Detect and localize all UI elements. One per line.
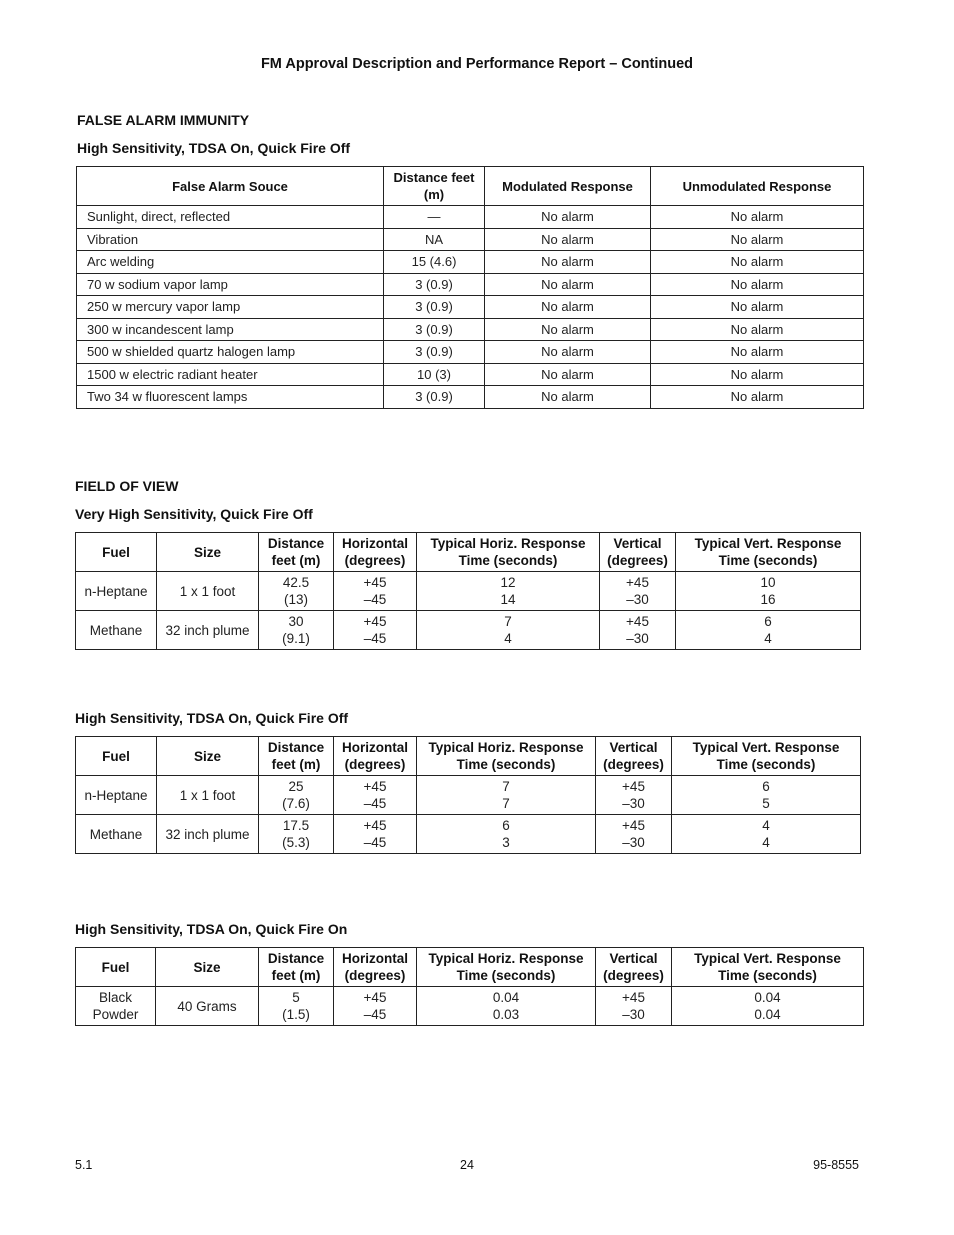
table-cell-source: 250 w mercury vapor lamp bbox=[77, 296, 384, 319]
column-header-line: (degrees) bbox=[344, 968, 406, 983]
cell-line: n-Heptane bbox=[84, 787, 148, 803]
column-header bbox=[596, 737, 672, 776]
table-cell-source: Vibration bbox=[77, 228, 384, 251]
cell-line: 0.04 bbox=[754, 1007, 781, 1022]
column-header: False Alarm Souce bbox=[77, 167, 384, 206]
cell-line: +45 bbox=[622, 779, 645, 794]
table-cell-modulated: No alarm bbox=[485, 228, 651, 251]
table-cell bbox=[417, 776, 596, 815]
document-number: 95-8555 bbox=[813, 1158, 859, 1172]
table-cell-unmodulated: No alarm bbox=[651, 296, 864, 319]
table-row bbox=[76, 572, 861, 611]
cell-line: (1.5) bbox=[282, 1007, 310, 1022]
cell-line: +45 bbox=[622, 818, 645, 833]
table-cell bbox=[334, 572, 417, 611]
cell-line: 6 bbox=[502, 818, 510, 833]
cell-line: 42.5 bbox=[282, 575, 310, 590]
cell-line: 1 x 1 foot bbox=[179, 787, 236, 803]
column-header-line: Time (seconds) bbox=[716, 757, 816, 772]
table-cell-modulated: No alarm bbox=[485, 363, 651, 386]
column-header-line: (degrees) bbox=[603, 968, 664, 983]
table-cell-modulated: No alarm bbox=[485, 251, 651, 274]
table-cell-source: 1500 w electric radiant heater bbox=[77, 363, 384, 386]
column-header bbox=[157, 533, 259, 572]
table-cell-unmodulated: No alarm bbox=[651, 341, 864, 364]
false-alarm-heading: FALSE ALARM IMMUNITY bbox=[77, 112, 250, 128]
table-cell-source: 70 w sodium vapor lamp bbox=[77, 273, 384, 296]
column-header bbox=[334, 533, 417, 572]
column-header bbox=[157, 737, 259, 776]
column-header-line: Horizontal bbox=[342, 951, 408, 966]
table-cell bbox=[596, 776, 672, 815]
cell-line: 4 bbox=[504, 631, 512, 646]
column-header bbox=[417, 737, 596, 776]
table-cell bbox=[259, 611, 334, 650]
cell-line: Methane bbox=[89, 622, 143, 638]
cell-line: 4 bbox=[762, 818, 770, 833]
table-cell bbox=[334, 611, 417, 650]
column-header-line: Time (seconds) bbox=[718, 553, 818, 568]
column-header bbox=[76, 948, 156, 987]
table-cell bbox=[596, 987, 672, 1026]
table-cell-distance: 3 (0.9) bbox=[384, 296, 485, 319]
table-cell-unmodulated: No alarm bbox=[651, 206, 864, 229]
table-cell-unmodulated: No alarm bbox=[651, 386, 864, 409]
table-cell bbox=[157, 611, 259, 650]
false-alarm-subheading: High Sensitivity, TDSA On, Quick Fire Off bbox=[77, 140, 351, 156]
column-header-line: Fuel bbox=[102, 748, 130, 764]
fov-table bbox=[75, 532, 861, 650]
table-row bbox=[77, 251, 864, 274]
column-header-line: Fuel bbox=[101, 959, 130, 975]
table-cell-distance: — bbox=[384, 206, 485, 229]
column-header-line: Typical Horiz. Response bbox=[428, 740, 584, 755]
table-cell bbox=[417, 611, 600, 650]
table-row bbox=[76, 776, 861, 815]
column-header-line: Vertical bbox=[613, 536, 662, 551]
table-row bbox=[77, 273, 864, 296]
table-row bbox=[77, 206, 864, 229]
table-cell bbox=[334, 815, 417, 854]
column-header bbox=[676, 533, 861, 572]
cell-line: 32 inch plume bbox=[165, 826, 250, 842]
table-cell-modulated: No alarm bbox=[485, 318, 651, 341]
table-cell-distance: 15 (4.6) bbox=[384, 251, 485, 274]
cell-line: n-Heptane bbox=[84, 583, 148, 599]
cell-line: 3 bbox=[502, 835, 510, 850]
column-header-line: Distance bbox=[267, 740, 325, 755]
table-cell bbox=[259, 572, 334, 611]
table-cell bbox=[76, 776, 157, 815]
column-header-line: (degrees) bbox=[344, 757, 406, 772]
table-cell-distance: 3 (0.9) bbox=[384, 318, 485, 341]
column-header-line: Size bbox=[193, 748, 221, 764]
cell-line: 16 bbox=[760, 592, 776, 607]
table-header-row bbox=[76, 737, 861, 776]
table-row bbox=[77, 228, 864, 251]
column-header bbox=[417, 948, 596, 987]
cell-line: –45 bbox=[363, 835, 387, 850]
column-header-line: feet (m) bbox=[271, 553, 321, 568]
column-header-line: Time (seconds) bbox=[458, 553, 558, 568]
cell-line: –30 bbox=[622, 835, 645, 850]
cell-line: 5 bbox=[762, 796, 770, 811]
column-header: Unmodulated Response bbox=[651, 167, 864, 206]
column-header-line: (degrees) bbox=[607, 553, 668, 568]
column-header-line: Time (seconds) bbox=[456, 968, 556, 983]
table-cell-modulated: No alarm bbox=[485, 386, 651, 409]
table-cell bbox=[600, 611, 676, 650]
fov-subheading: High Sensitivity, TDSA On, Quick Fire Off bbox=[75, 710, 349, 726]
column-header-line: Typical Vert. Response bbox=[694, 951, 841, 966]
column-header bbox=[417, 533, 600, 572]
table-cell-distance: NA bbox=[384, 228, 485, 251]
column-header bbox=[76, 533, 157, 572]
cell-line: +45 bbox=[363, 614, 387, 629]
table-cell-modulated: No alarm bbox=[485, 296, 651, 319]
fov-table bbox=[75, 736, 861, 854]
table-cell bbox=[157, 572, 259, 611]
cell-line: 10 bbox=[760, 575, 776, 590]
fov-subheading: Very High Sensitivity, Quick Fire Off bbox=[75, 506, 313, 522]
column-header bbox=[76, 737, 157, 776]
cell-line: 17.5 bbox=[282, 818, 310, 833]
table-cell bbox=[157, 815, 259, 854]
cell-line: 4 bbox=[764, 631, 772, 646]
false-alarm-table bbox=[76, 166, 864, 409]
column-header-line: Distance bbox=[267, 536, 325, 551]
table-row bbox=[77, 318, 864, 341]
table-row bbox=[77, 363, 864, 386]
cell-line: –45 bbox=[363, 796, 387, 811]
column-header bbox=[600, 533, 676, 572]
table-cell bbox=[596, 815, 672, 854]
cell-line: +45 bbox=[363, 575, 387, 590]
column-header bbox=[596, 948, 672, 987]
cell-line: 6 bbox=[762, 779, 770, 794]
table-cell-modulated: No alarm bbox=[485, 206, 651, 229]
cell-line: (9.1) bbox=[282, 631, 310, 646]
cell-line: –30 bbox=[622, 1007, 645, 1022]
table-cell-unmodulated: No alarm bbox=[651, 251, 864, 274]
column-header-line: feet (m) bbox=[271, 968, 321, 983]
cell-line: –30 bbox=[626, 631, 649, 646]
column-header: Distance feet (m) bbox=[384, 167, 485, 206]
cell-line: Powder bbox=[92, 1007, 139, 1022]
cell-line: Methane bbox=[89, 826, 143, 842]
column-header-line: Horizontal bbox=[342, 536, 408, 551]
cell-line: 0.04 bbox=[754, 990, 781, 1005]
cell-line: 40 Grams bbox=[177, 998, 237, 1014]
cell-line: (7.6) bbox=[282, 796, 310, 811]
cell-line: (5.3) bbox=[282, 835, 310, 850]
cell-line: 30 bbox=[288, 614, 304, 629]
table-cell-source: Two 34 w fluorescent lamps bbox=[77, 386, 384, 409]
table-row bbox=[77, 341, 864, 364]
table-cell-unmodulated: No alarm bbox=[651, 228, 864, 251]
cell-line: 25 bbox=[288, 779, 304, 794]
column-header-line: Time (seconds) bbox=[456, 757, 556, 772]
column-header: Modulated Response bbox=[485, 167, 651, 206]
cell-line: –45 bbox=[363, 1007, 387, 1022]
table-cell bbox=[417, 987, 596, 1026]
table-cell-unmodulated: No alarm bbox=[651, 273, 864, 296]
table-cell bbox=[672, 987, 864, 1026]
table-cell-distance: 10 (3) bbox=[384, 363, 485, 386]
table-cell-source: 300 w incandescent lamp bbox=[77, 318, 384, 341]
table-cell bbox=[76, 611, 157, 650]
cell-line: 12 bbox=[500, 575, 516, 590]
column-header bbox=[672, 948, 864, 987]
table-row bbox=[77, 386, 864, 409]
fov-subheading: High Sensitivity, TDSA On, Quick Fire On bbox=[75, 921, 348, 937]
column-header-line: Horizontal bbox=[342, 740, 408, 755]
cell-line: 7 bbox=[502, 779, 510, 794]
table-row bbox=[77, 296, 864, 319]
table-cell bbox=[157, 776, 259, 815]
cell-line: 5 bbox=[292, 990, 300, 1005]
table-cell bbox=[676, 611, 861, 650]
table-cell-source: Arc welding bbox=[77, 251, 384, 274]
column-header-line: feet (m) bbox=[271, 757, 321, 772]
cell-line: 0.03 bbox=[492, 1007, 520, 1022]
cell-line: 7 bbox=[504, 614, 512, 629]
column-header-line: Distance bbox=[267, 951, 325, 966]
fov-table bbox=[75, 947, 864, 1026]
column-header-line: Typical Vert. Response bbox=[694, 536, 842, 551]
table-cell-distance: 3 (0.9) bbox=[384, 341, 485, 364]
cell-line: +45 bbox=[626, 614, 649, 629]
column-header bbox=[259, 533, 334, 572]
table-row bbox=[76, 987, 864, 1026]
cell-line: 7 bbox=[502, 796, 510, 811]
footer-revision: 5.1 bbox=[75, 1158, 93, 1172]
table-cell-modulated: No alarm bbox=[485, 341, 651, 364]
table-cell bbox=[672, 776, 861, 815]
page-number: 24 bbox=[460, 1158, 474, 1172]
column-header bbox=[334, 737, 417, 776]
table-cell bbox=[676, 572, 861, 611]
table-cell bbox=[259, 776, 334, 815]
column-header bbox=[259, 948, 334, 987]
table-header-row bbox=[76, 948, 864, 987]
cell-line: Black bbox=[98, 990, 132, 1005]
table-cell bbox=[334, 776, 417, 815]
column-header-line: (degrees) bbox=[603, 757, 664, 772]
table-row bbox=[76, 611, 861, 650]
cell-line: 1 x 1 foot bbox=[179, 583, 236, 599]
column-header-line: Fuel bbox=[102, 544, 130, 560]
cell-line: 4 bbox=[762, 835, 770, 850]
table-header-row bbox=[76, 533, 861, 572]
cell-line: –30 bbox=[626, 592, 649, 607]
table-cell-modulated: No alarm bbox=[485, 273, 651, 296]
column-header-line: Vertical bbox=[609, 740, 658, 755]
cell-line: 14 bbox=[500, 592, 516, 607]
table-row bbox=[76, 815, 861, 854]
page-title: FM Approval Description and Performance Report – Continued bbox=[260, 56, 694, 72]
cell-line: 0.04 bbox=[492, 990, 520, 1005]
table-cell bbox=[672, 815, 861, 854]
cell-line: +45 bbox=[363, 779, 387, 794]
column-header-line: Typical Vert. Response bbox=[692, 740, 840, 755]
cell-line: –45 bbox=[363, 592, 387, 607]
column-header-line: Size bbox=[193, 959, 221, 975]
table-cell bbox=[259, 815, 334, 854]
cell-line: +45 bbox=[363, 990, 387, 1005]
cell-line: –30 bbox=[622, 796, 645, 811]
column-header bbox=[156, 948, 259, 987]
column-header bbox=[259, 737, 334, 776]
column-header-line: (degrees) bbox=[344, 553, 406, 568]
cell-line: +45 bbox=[622, 990, 645, 1005]
field-of-view-heading: FIELD OF VIEW bbox=[75, 478, 179, 494]
table-cell bbox=[76, 815, 157, 854]
table-cell bbox=[417, 572, 600, 611]
table-header-row bbox=[77, 167, 864, 206]
cell-line: –45 bbox=[363, 631, 387, 646]
table-cell bbox=[156, 987, 259, 1026]
column-header-line: Vertical bbox=[609, 951, 658, 966]
table-cell bbox=[76, 987, 156, 1026]
column-header bbox=[672, 737, 861, 776]
table-cell-unmodulated: No alarm bbox=[651, 318, 864, 341]
cell-line: +45 bbox=[363, 818, 387, 833]
cell-line: +45 bbox=[626, 575, 649, 590]
table-cell-unmodulated: No alarm bbox=[651, 363, 864, 386]
table-cell-source: 500 w shielded quartz halogen lamp bbox=[77, 341, 384, 364]
column-header-line: Size bbox=[193, 544, 221, 560]
column-header-line: Typical Horiz. Response bbox=[428, 951, 584, 966]
cell-line: (13) bbox=[283, 592, 308, 607]
column-header-line: Typical Horiz. Response bbox=[430, 536, 586, 551]
table-cell-distance: 3 (0.9) bbox=[384, 273, 485, 296]
column-header-line: Time (seconds) bbox=[718, 968, 817, 983]
table-cell-source: Sunlight, direct, reflected bbox=[77, 206, 384, 229]
cell-line: 32 inch plume bbox=[165, 622, 250, 638]
table-cell bbox=[600, 572, 676, 611]
table-cell-distance: 3 (0.9) bbox=[384, 386, 485, 409]
table-cell bbox=[76, 572, 157, 611]
column-header bbox=[334, 948, 417, 987]
table-cell bbox=[334, 987, 417, 1026]
cell-line: 6 bbox=[764, 614, 772, 629]
table-cell bbox=[417, 815, 596, 854]
table-cell bbox=[259, 987, 334, 1026]
